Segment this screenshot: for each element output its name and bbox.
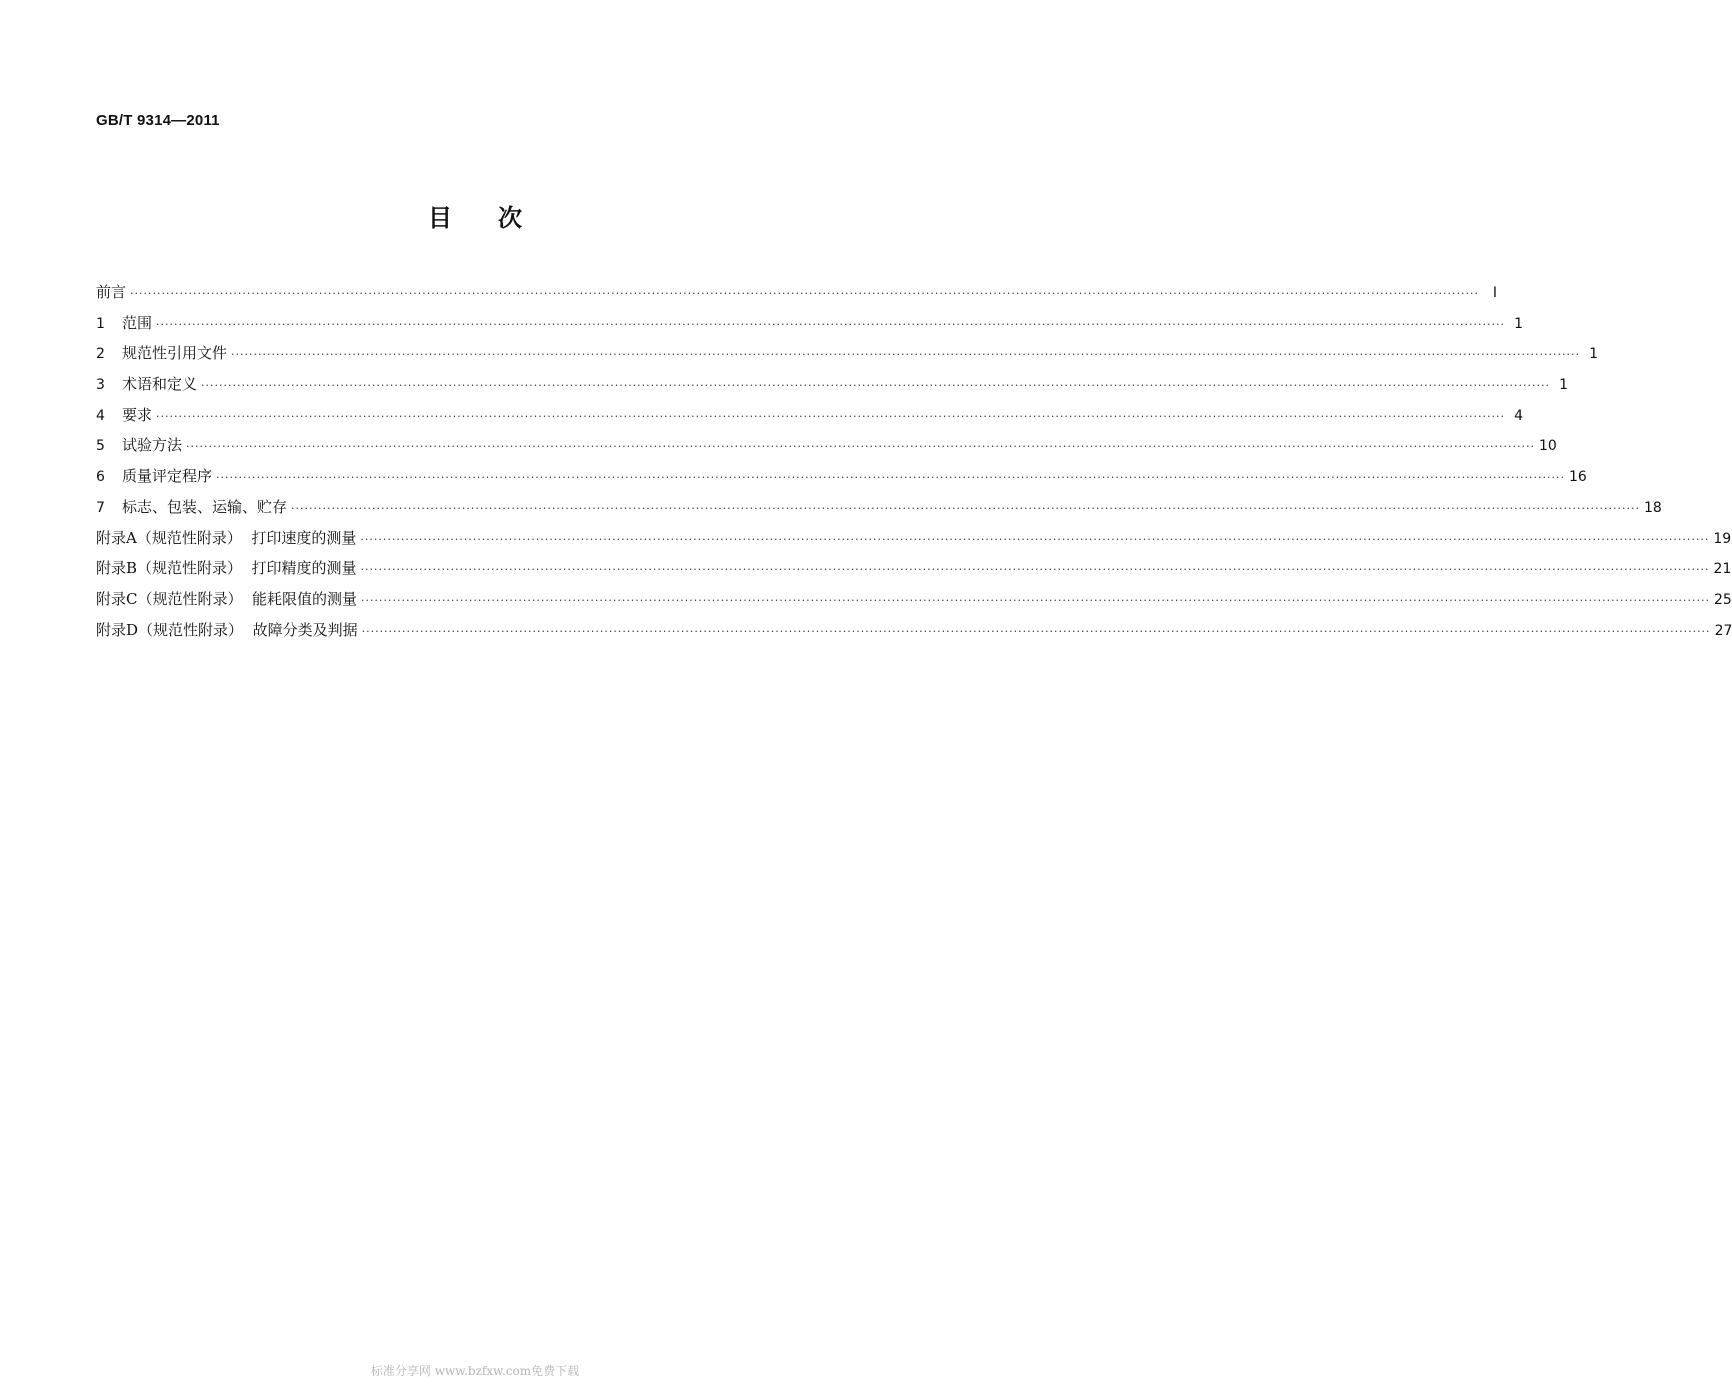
toc-entry-label: 质量评定程序 bbox=[122, 467, 213, 486]
toc-entry-page: 25 bbox=[1714, 591, 1732, 608]
toc-entry-label: 前言 bbox=[96, 283, 127, 301]
toc-leader-dots: ············································································································································································································································································································ bbox=[360, 563, 1710, 577]
toc-entry-label: 要求 bbox=[122, 405, 153, 424]
toc-entry-number: 6 bbox=[96, 469, 105, 486]
toc-entry-label: 附录C（规范性附录） 能耗限值的测量 bbox=[96, 589, 358, 608]
toc-entry-label: 规范性引用文件 bbox=[122, 344, 228, 363]
toc-leader-dots: ············································································································································································································································································································ bbox=[360, 532, 1710, 546]
toc-entry-page: 10 bbox=[1539, 438, 1557, 455]
toc-entry-page: 16 bbox=[1569, 469, 1587, 486]
toc-entry-label: 附录B（规范性附录） 打印精度的测量 bbox=[96, 559, 357, 578]
toc-entry-label: 术语和定义 bbox=[122, 375, 198, 394]
toc-entry-annex-b[interactable] bbox=[96, 556, 1732, 587]
page-title: 目次 bbox=[428, 204, 568, 232]
toc-entry-foreword[interactable] bbox=[96, 280, 1497, 311]
toc-entry-4[interactable] bbox=[96, 403, 1523, 434]
toc-entry-page: 4 bbox=[1514, 407, 1523, 424]
standard-code: GB/T 9314—2011 bbox=[96, 112, 220, 129]
toc-entry-label: 附录A（规范性附录） 打印速度的测量 bbox=[96, 528, 357, 547]
toc-entry-2[interactable] bbox=[96, 341, 1598, 372]
toc-leader-dots: ············································································································································································································································································································ bbox=[156, 409, 1505, 423]
toc-entry-page: 18 bbox=[1644, 499, 1662, 516]
toc-entry-number: 7 bbox=[96, 499, 105, 516]
toc-entry-1[interactable] bbox=[96, 311, 1523, 342]
toc-leader-dots: ············································································································································································································································································································ bbox=[291, 501, 1640, 515]
toc-entry-number: 5 bbox=[96, 438, 105, 455]
toc-entry-page: Ⅰ bbox=[1492, 285, 1497, 301]
toc-entry-5[interactable] bbox=[96, 433, 1557, 464]
toc-entry-annex-c[interactable] bbox=[96, 587, 1732, 618]
toc-entry-page: 1 bbox=[1514, 315, 1523, 332]
toc-entry-number: 2 bbox=[96, 346, 105, 363]
toc-entry-page: 1 bbox=[1589, 346, 1598, 363]
footer-watermark: 标准分享网 www.bzfxw.com免费下载 bbox=[370, 1364, 580, 1378]
toc-entry-label: 标志、包装、运输、贮存 bbox=[122, 497, 288, 516]
toc-entry-page: 1 bbox=[1559, 377, 1568, 394]
table-of-contents bbox=[96, 280, 1732, 648]
toc-entry-page: 21 bbox=[1713, 561, 1732, 578]
toc-leader-dots: ············································································································································································································································································································ bbox=[231, 348, 1580, 362]
toc-leader-dots: ············································································································································································································································································································ bbox=[156, 317, 1505, 331]
toc-entry-6[interactable] bbox=[96, 464, 1587, 495]
toc-entry-number: 3 bbox=[96, 377, 105, 394]
toc-leader-dots: ············································································································································································································································································································ bbox=[130, 287, 1479, 300]
toc-entry-3[interactable] bbox=[96, 372, 1568, 403]
toc-entry-label: 试验方法 bbox=[122, 436, 183, 455]
toc-leader-dots: ············································································································································································································································································································ bbox=[216, 471, 1565, 485]
toc-leader-dots: ············································································································································································································································································································ bbox=[186, 440, 1535, 454]
toc-entry-7[interactable] bbox=[96, 495, 1662, 526]
toc-entry-number: 4 bbox=[96, 407, 105, 424]
toc-leader-dots: ············································································································································································································································································································ bbox=[361, 593, 1710, 607]
toc-entry-annex-d[interactable] bbox=[96, 618, 1732, 649]
toc-leader-dots: ············································································································································································································································································································ bbox=[201, 379, 1550, 393]
toc-entry-annex-a[interactable] bbox=[96, 526, 1732, 557]
toc-entry-label: 附录D（规范性附录） 故障分类及判据 bbox=[96, 620, 358, 639]
toc-entry-page: 19 bbox=[1713, 530, 1732, 547]
toc-entry-number: 1 bbox=[96, 315, 105, 332]
toc-leader-dots: ············································································································································································································································································································ bbox=[361, 624, 1711, 638]
toc-entry-page: 27 bbox=[1714, 622, 1732, 639]
toc-entry-label: 范围 bbox=[122, 313, 153, 332]
